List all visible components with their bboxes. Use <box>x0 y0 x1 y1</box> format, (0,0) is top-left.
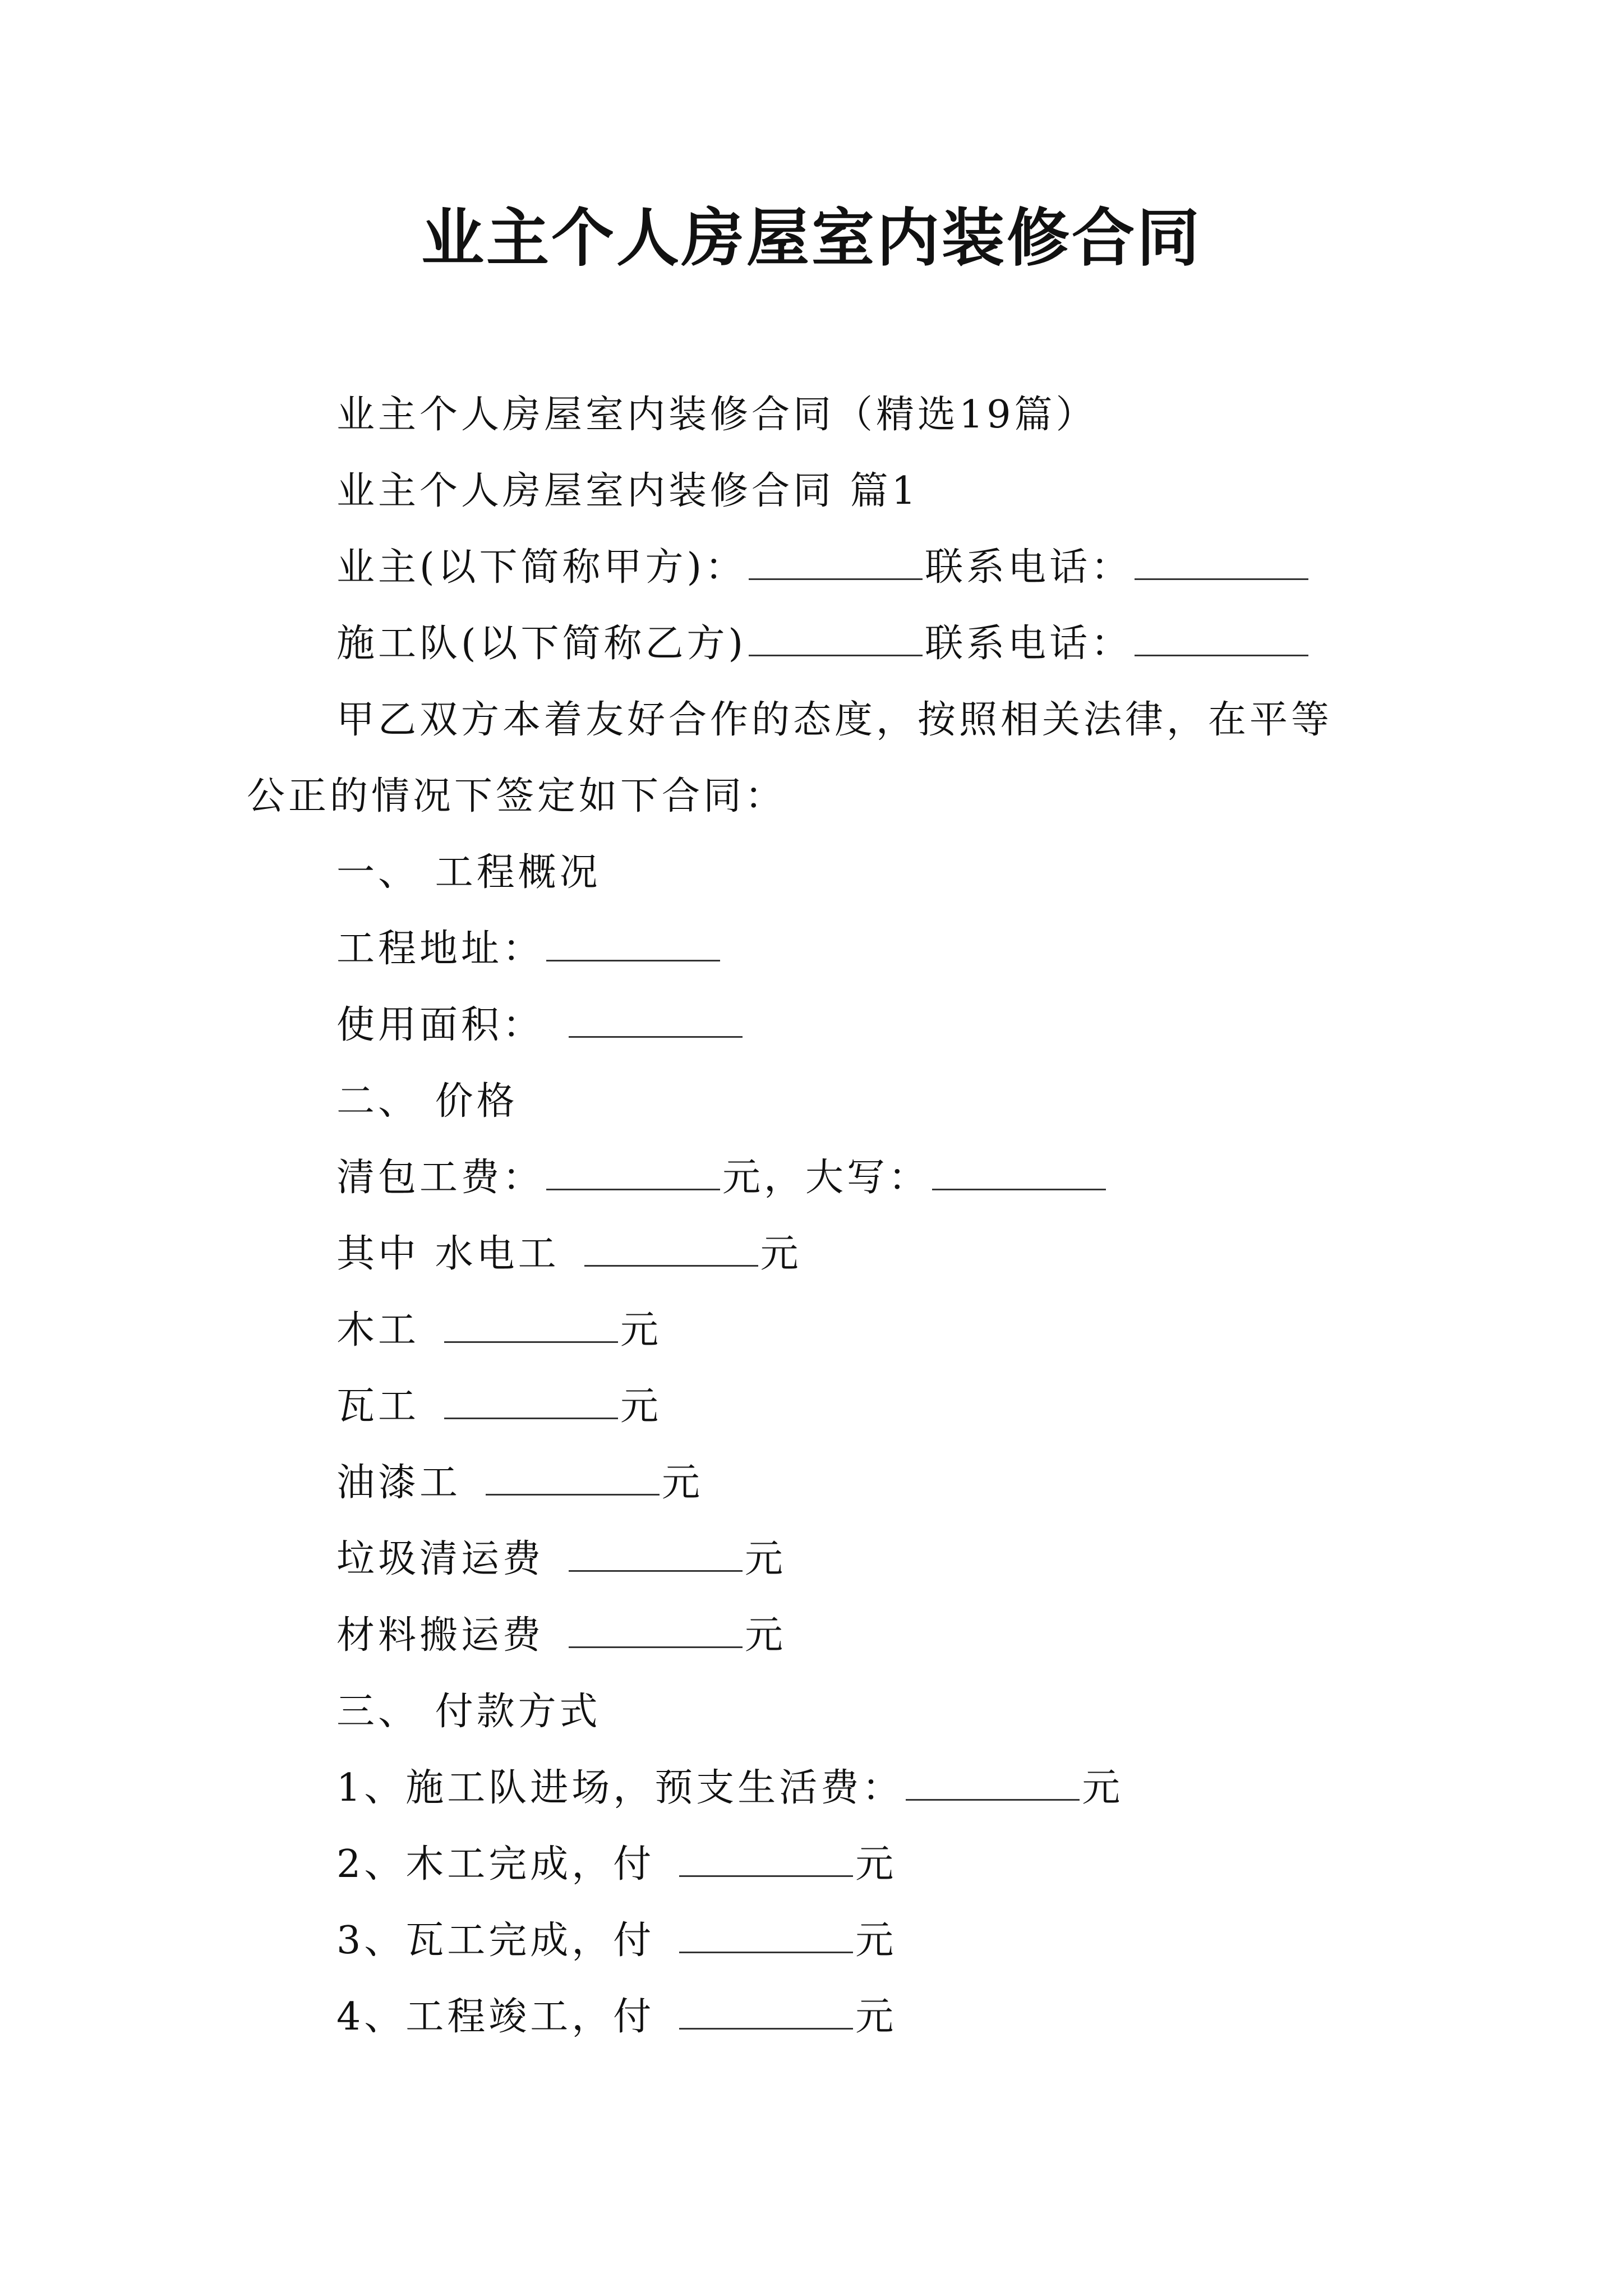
painting-blank <box>486 1493 660 1496</box>
tiling-line <box>336 1379 662 1435</box>
pay2-label: 2、木工完成，付 <box>336 1842 655 1887</box>
owner-phone-blank <box>1135 577 1308 580</box>
carpentry-label: 木工 <box>336 1308 420 1352</box>
address-line <box>336 921 722 977</box>
material-label: 材料搬运费 <box>336 1613 545 1658</box>
painting-line <box>336 1455 703 1511</box>
area-blank <box>569 1035 743 1038</box>
pay4-label: 4、工程竣工，付 <box>336 1995 655 2039</box>
garbage-label: 垃圾清运费 <box>336 1537 545 1581</box>
address-blank <box>546 959 720 961</box>
owner-blank <box>749 577 923 580</box>
carpentry-blank <box>444 1340 618 1343</box>
carpentry-line <box>336 1303 662 1359</box>
owner-line <box>336 540 1311 596</box>
pay3-unit: 元 <box>855 1918 897 1963</box>
plumbing-line <box>336 1226 802 1282</box>
carpentry-unit: 元 <box>620 1308 662 1352</box>
sec1-heading: 一、 工程概况 <box>336 850 601 895</box>
garbage-blank <box>569 1569 743 1572</box>
contractor-phone-blank <box>1135 654 1308 656</box>
material-line <box>336 1608 786 1664</box>
pay3-blank <box>679 1950 853 1953</box>
pay4-line <box>336 1989 897 2045</box>
capital-blank <box>932 1188 1106 1190</box>
contractor-line <box>336 616 1311 672</box>
contractor-phone-label: 联系电话： <box>925 622 1133 666</box>
capital-label: ，大写： <box>764 1156 930 1200</box>
plumbing-unit: 元 <box>760 1232 802 1276</box>
labor-fee-line <box>336 1150 1108 1206</box>
sec3-heading: 三、 付款方式 <box>336 1690 601 1734</box>
pay2-line <box>336 1837 897 1893</box>
address-label: 工程地址： <box>336 927 545 971</box>
pay1-label: 1、施工队进场，预支生活费： <box>336 1766 904 1810</box>
owner-phone-label: 联系电话： <box>925 545 1133 590</box>
section-heading: 业主个人房屋室内装修合同 篇1 <box>336 469 919 513</box>
document-title: 业主个人房屋室内装修合同 <box>421 202 1202 275</box>
labor-fee-label: 清包工费： <box>336 1156 545 1200</box>
pay1-line <box>336 1760 1123 1816</box>
tiling-label: 瓦工 <box>336 1384 420 1429</box>
sec2-heading: 二、 价格 <box>336 1079 518 1124</box>
area-line <box>336 997 745 1053</box>
labor-fee-blank <box>546 1188 720 1190</box>
garbage-unit: 元 <box>745 1537 787 1581</box>
pay1-unit: 元 <box>1082 1766 1124 1810</box>
pay3-line <box>336 1913 897 1969</box>
pay2-unit: 元 <box>855 1842 897 1887</box>
tiling-unit: 元 <box>620 1384 662 1429</box>
material-unit: 元 <box>745 1613 787 1658</box>
contractor-blank <box>749 654 923 656</box>
intro-line-1: 甲乙双方本着友好合作的态度，按照相关法律，在平等 <box>336 698 1333 742</box>
pay2-blank <box>679 1874 853 1877</box>
painting-unit: 元 <box>662 1461 704 1505</box>
garbage-line <box>336 1531 786 1588</box>
material-blank <box>569 1645 743 1648</box>
labor-fee-unit: 元 <box>722 1156 764 1200</box>
tiling-blank <box>444 1416 618 1419</box>
intro-line-2: 公正的情况下签定如下合同： <box>247 774 787 818</box>
plumbing-label: 其中 水电工 <box>336 1232 560 1276</box>
area-label: 使用面积： <box>336 1003 545 1047</box>
plumbing-blank <box>584 1264 758 1267</box>
document-subtitle: 业主个人房屋室内装修合同（精选19篇） <box>336 393 1098 437</box>
owner-label: 业主(以下简称甲方)： <box>336 545 747 590</box>
painting-label: 油漆工 <box>336 1461 462 1505</box>
pay1-blank <box>906 1798 1080 1801</box>
contractor-label: 施工队(以下简称乙方) <box>336 622 747 666</box>
pay3-label: 3、瓦工完成，付 <box>336 1918 655 1963</box>
pay4-blank <box>679 2027 853 2030</box>
pay4-unit: 元 <box>855 1995 897 2039</box>
